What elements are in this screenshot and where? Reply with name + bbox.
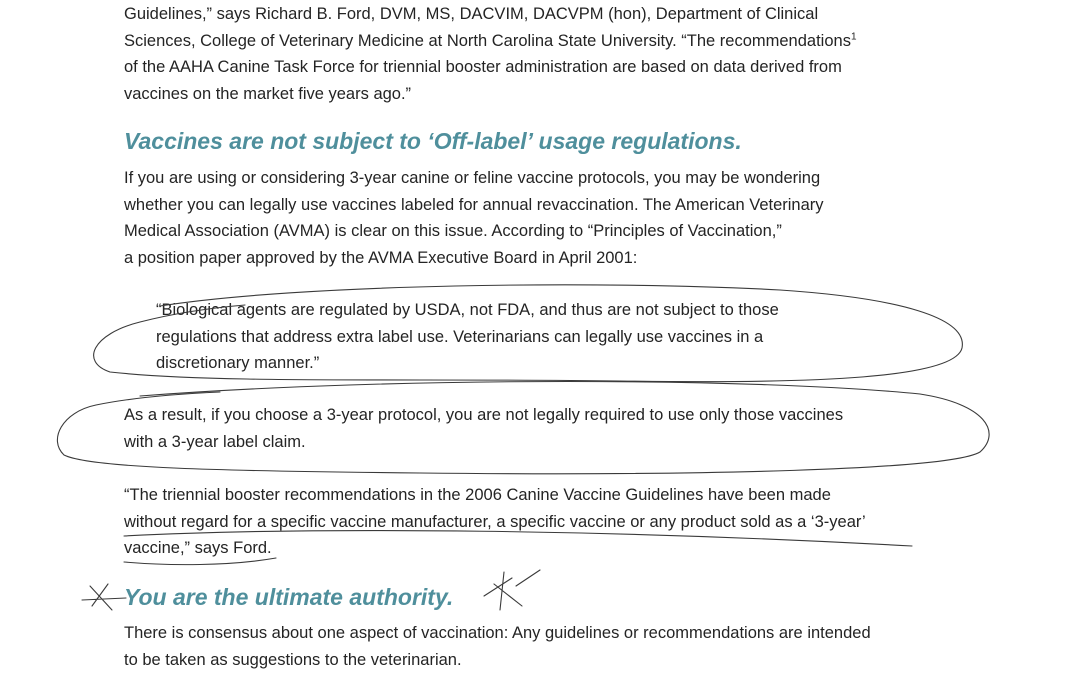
intro-line-2: Sciences, College of Veterinary Medicine at North Carolina State University. “The recommendations$^1$ — [124, 31, 857, 50]
result-line-1: As a result, if you choose a 3-year protocol, you are not legally required to use only those vaccines — [124, 406, 844, 424]
intro-line-4: vaccines on the market five years ago.” — [124, 84, 412, 103]
quote-line-3: discretionary manner.” — [156, 354, 320, 372]
heading-off-label: Vaccines are not subject to ‘Off-label’ usage regulations. — [124, 128, 742, 154]
intro-line-1: Guidelines,” says Richard B. Ford, DVM, MS, DACVIM, DACVPM (hon), Department of Clinical — [124, 5, 819, 23]
consensus-paragraph — [124, 620, 871, 673]
avma-line-4: a position paper approved by the AVMA Executive Board in April 2001: — [124, 248, 638, 267]
consensus-line-1: There is consensus about one aspect of vaccination: Any guidelines or recommendations are intended — [124, 624, 871, 642]
triennial-line-3: vaccine,” says Ford. — [124, 539, 272, 557]
pen-mark-right — [484, 570, 540, 610]
result-paragraph — [124, 402, 843, 455]
avma-line-1: If you are using or considering 3-year canine or feline vaccine protocols, you may be wondering — [124, 169, 821, 187]
triennial-line-2: without regard for a specific vaccine manufacturer, a specific vaccine or any product sold as a ‘3-year’ — [124, 512, 866, 531]
avma-paragraph — [124, 165, 824, 271]
result-line-2: with a 3-year label claim. — [124, 432, 306, 451]
footnote-mark: 1 — [850, 31, 857, 42]
avma-line-2: whether you can legally use vaccines labeled for annual revaccination. The American Veterinary — [124, 195, 824, 214]
heading-authority: You are the ultimate authority. — [124, 584, 454, 610]
avma-line-3: Medical Association (AVMA) is clear on this issue. According to “Principles of Vaccination,” — [124, 222, 782, 240]
intro-line-3: of the AAHA Canine Task Force for triennial booster administration are based on data derived from — [124, 58, 842, 76]
intro-paragraph — [124, 1, 857, 107]
avma-quote — [156, 297, 779, 377]
triennial-paragraph — [124, 482, 866, 562]
pen-mark-left — [82, 584, 126, 610]
consensus-line-2: to be taken as suggestions to the veterinarian. — [124, 650, 462, 669]
quote-line-1: “Biological agents are regulated by USDA, not FDA, and thus are not subject to those — [156, 301, 779, 319]
quote-line-2: regulations that address extra label use. Veterinarians can legally use vaccines in a — [156, 327, 764, 346]
triennial-line-1: “The triennial booster recommendations in the 2006 Canine Vaccine Guidelines have been made — [124, 486, 831, 504]
